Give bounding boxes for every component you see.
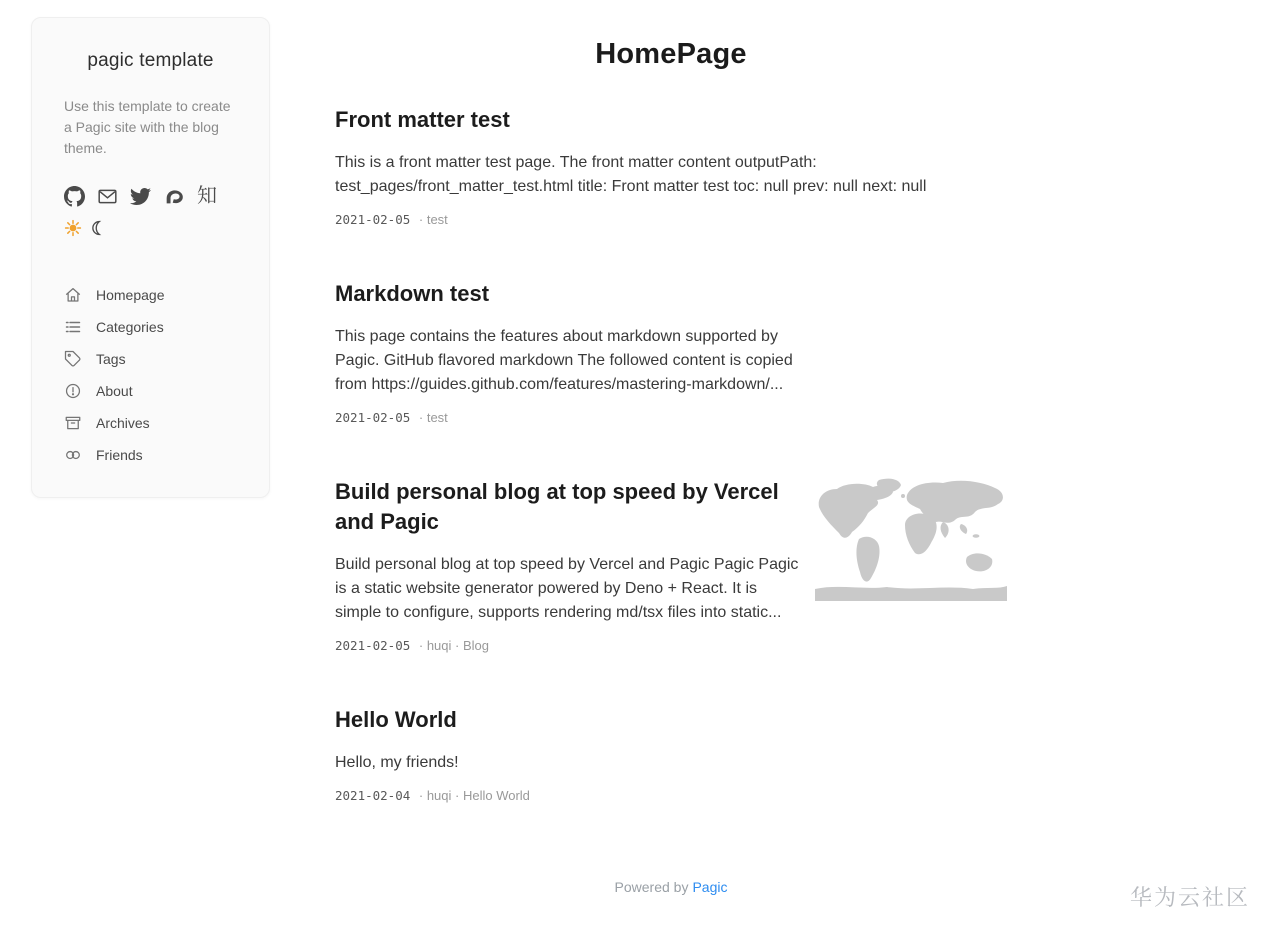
light-theme-toggle[interactable] — [64, 219, 82, 237]
world-map-cover-image[interactable] — [815, 477, 1007, 601]
email-link[interactable] — [97, 186, 118, 207]
github-icon — [64, 186, 85, 207]
page-footer — [335, 879, 1007, 895]
post-entry — [335, 705, 1007, 803]
post-title-link[interactable]: Hello World — [335, 707, 457, 732]
moon-icon — [89, 219, 107, 237]
post-title-link[interactable]: Markdown test — [335, 281, 490, 306]
sun-icon — [64, 219, 82, 237]
links-icon — [64, 446, 82, 464]
archive-box-icon — [64, 414, 82, 432]
list-icon — [64, 318, 82, 336]
post-meta — [335, 638, 807, 653]
site-title: pagic template — [87, 50, 214, 71]
main-content — [335, 0, 1007, 895]
post-meta — [335, 410, 807, 425]
powered-by-text: Powered by — [614, 879, 689, 895]
email-icon — [97, 186, 118, 207]
sidebar-nav — [64, 279, 237, 471]
post-meta-tags: · huqi · Hello World — [418, 788, 530, 803]
site-description: Use this template to create a Pagic site with the blog theme. — [64, 98, 231, 156]
post-entry — [335, 477, 1007, 653]
sidebar-item-categories[interactable] — [64, 311, 237, 343]
sidebar-item-about[interactable] — [64, 375, 237, 407]
dark-theme-toggle[interactable] — [89, 219, 107, 237]
huawei-cloud-watermark: 华为云社区 — [1129, 886, 1250, 911]
post-meta-tags: · huqi · Blog — [418, 638, 489, 653]
post-date: 2021-02-05 — [335, 410, 411, 425]
sidebar-item-archives[interactable] — [64, 407, 237, 439]
social-icons-row — [64, 183, 237, 209]
sidebar-item-label: Tags — [96, 351, 126, 367]
post-excerpt: This is a front matter test page. The front matter content outputPath: test_pages/front_matter_test.html title: Front matter test toc: null prev: null next: null — [335, 154, 927, 195]
theme-toggle-row — [64, 215, 237, 241]
sidebar-item-friends[interactable] — [64, 439, 237, 471]
sidebar-item-label: Friends — [96, 447, 143, 463]
post-date: 2021-02-04 — [335, 788, 411, 803]
tag-icon — [64, 350, 82, 368]
post-excerpt: Hello, my friends! — [335, 754, 459, 771]
sidebar-card — [31, 17, 270, 498]
post-date: 2021-02-05 — [335, 212, 411, 227]
github-link[interactable] — [64, 186, 85, 207]
post-meta — [335, 212, 1007, 227]
twitter-icon — [130, 186, 151, 207]
sidebar-item-homepage[interactable] — [64, 279, 237, 311]
csdn-link[interactable] — [163, 185, 185, 207]
post-date: 2021-02-05 — [335, 638, 411, 653]
csdn-icon — [163, 185, 185, 207]
sidebar-item-tags[interactable] — [64, 343, 237, 375]
post-excerpt: This page contains the features about markdown supported by Pagic. GitHub flavored markdown The followed content is copied from https://guides.github.com/features/mastering-markdown/... — [335, 328, 793, 393]
sidebar-item-label: Archives — [96, 415, 150, 431]
home-icon — [64, 286, 82, 304]
post-excerpt: Build personal blog at top speed by Vercel and Pagic Pagic Pagic is a static website generator powered by Deno + React. It is simple to configure, supports rendering md/tsx files into static... — [335, 556, 799, 621]
post-title-link[interactable]: Front matter test — [335, 107, 510, 132]
sidebar-item-label: Categories — [96, 319, 164, 335]
sidebar-item-label: Homepage — [96, 287, 165, 303]
page-title: HomePage — [595, 38, 747, 70]
zhihu-icon: 知 — [197, 185, 217, 207]
sidebar-item-label: About — [96, 383, 133, 399]
pagic-link[interactable]: Pagic — [692, 879, 728, 895]
post-title-link[interactable]: Build personal blog at top speed by Vercel and Pagic — [335, 479, 779, 534]
post-entry — [335, 105, 1007, 227]
zhihu-link[interactable] — [197, 186, 217, 206]
twitter-link[interactable] — [130, 186, 151, 207]
post-meta-tags: · test — [418, 410, 448, 425]
post-entry — [335, 279, 1007, 425]
info-circle-icon — [64, 382, 82, 400]
post-meta — [335, 788, 1007, 803]
post-meta-tags: · test — [418, 212, 448, 227]
